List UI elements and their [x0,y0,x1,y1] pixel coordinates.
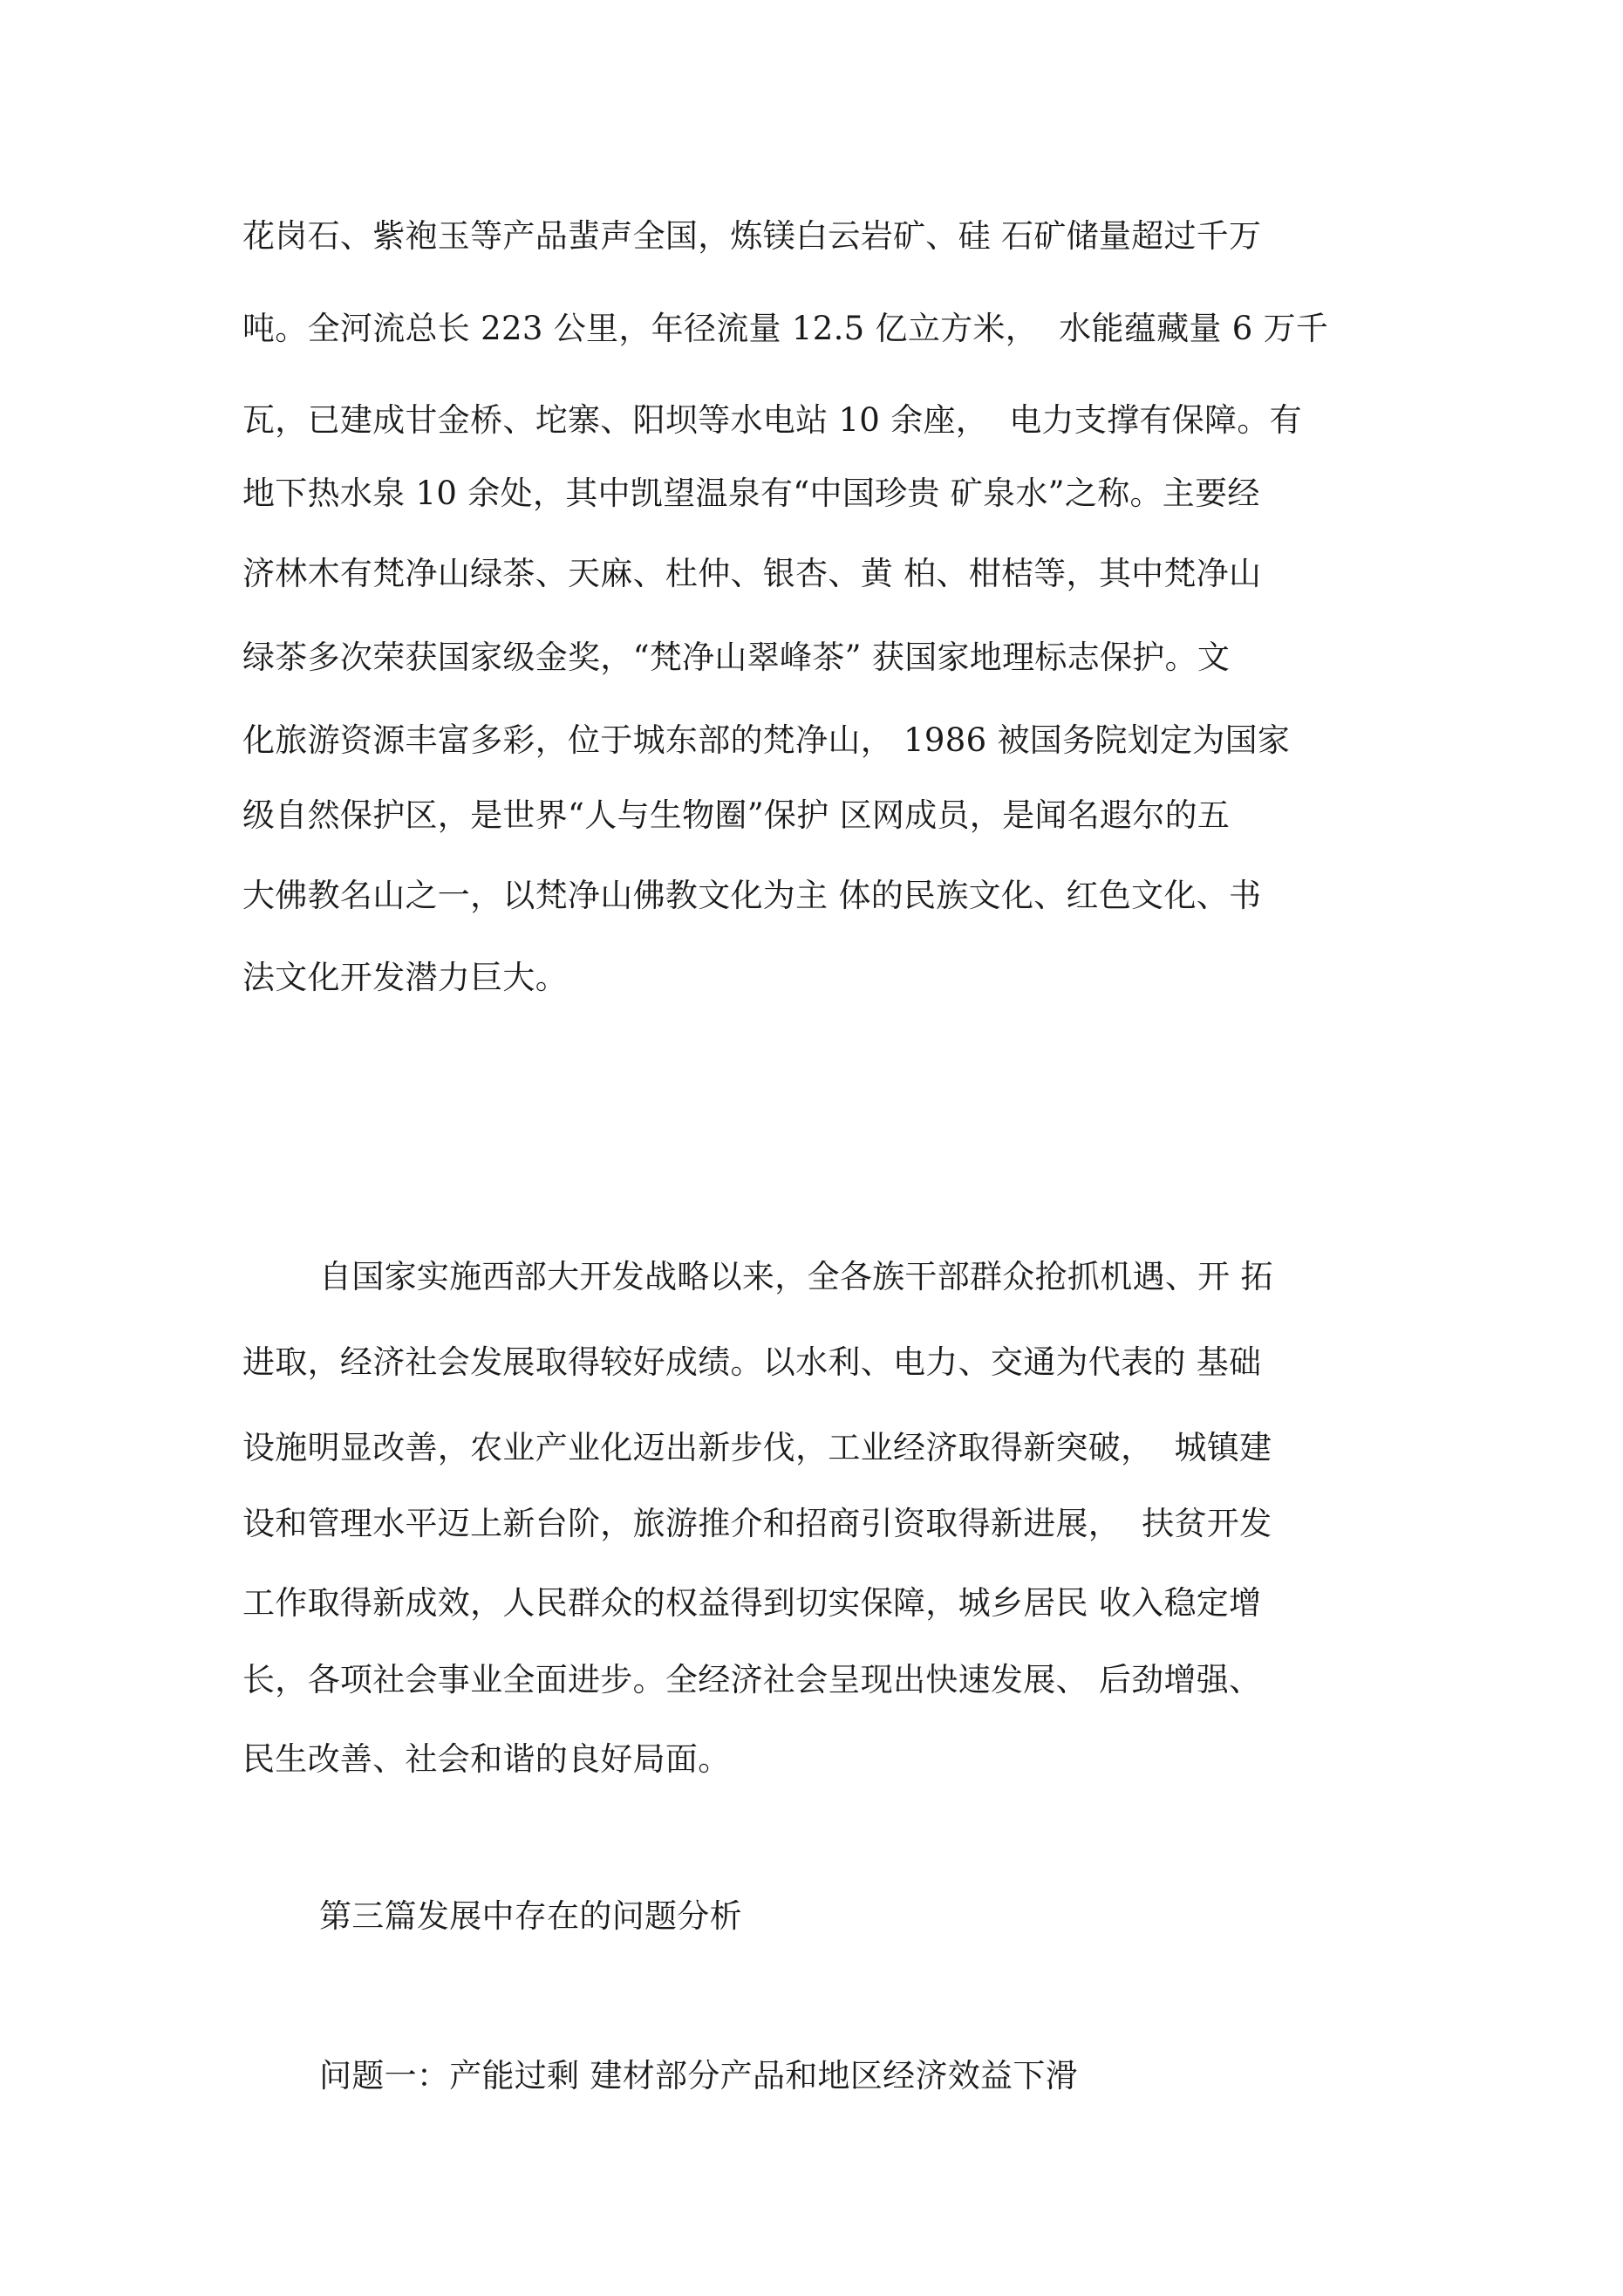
paragraph1-line-3: 瓦，已建成甘金桥、坨寨、阳坝等水电站 10 余座， 电力支撑有保障。有 [242,401,1302,439]
paragraph1-line-5: 济林木有梵净山绿茶、天麻、杜仲、银杏、黄 柏、柑桔等，其中梵净山 [242,555,1262,592]
paragraph2-line-2: 进取，经济社会发展取得较好成绩。以水利、电力、交通为代表的 基础 [242,1343,1262,1381]
paragraph2-line-1: 自国家实施西部大开发战略以来，全各族干部群众抢抓机遇、开 拓 [319,1258,1273,1295]
paragraph1-line-6: 绿茶多次荣获国家级金奖，“梵净山翠峰茶” 获国家地理标志保护。文 [242,639,1231,676]
paragraph2-line-6: 长，各项社会事业全面进步。全经济社会呈现出快速发展、 后劲增强、 [242,1661,1262,1698]
paragraph2-line-5: 工作取得新成效，人民群众的权益得到切实保障，城乡居民 收入稳定增 [242,1584,1262,1622]
paragraph1-line-10: 法文化开发潜力巨大。 [242,959,568,996]
paragraph1-line-7: 化旅游资源丰富多彩，位于城东部的梵净山， 1986 被国务院划定为国家 [242,721,1291,759]
paragraph1-line-1: 花岗石、紫袍玉等产品蜚声全国，炼镁白云岩矿、硅 石矿储量超过千万 [242,217,1262,255]
paragraph1-line-2: 吨。全河流总长 223 公里，年径流量 12.5 亿立方米， 水能蕴藏量 6 万千 [242,310,1329,347]
paragraph2-line-7: 民生改善、社会和谐的良好局面。 [242,1740,731,1778]
paragraph2-line-4: 设和管理水平迈上新台阶，旅游推介和招商引资取得新进展， 扶贫开发 [242,1505,1272,1542]
paragraph1-line-4: 地下热水泉 10 余处，其中凯望温泉有“中国珍贵 矿泉水”之称。主要经 [242,475,1260,512]
section-heading: 第三篇发展中存在的问题分析 [319,1897,742,1935]
paragraph1-line-8: 级自然保护区，是世界“人与生物圈”保护 区网成员，是闻名遐尔的五 [242,796,1231,834]
problem-heading: 问题一：产能过剩 建材部分产品和地区经济效益下滑 [319,2057,1078,2094]
paragraph2-line-3: 设施明显改善，农业产业化迈出新步伐，工业经济取得新突破， 城镇建 [242,1429,1272,1466]
paragraph1-line-9: 大佛教名山之一，以梵净山佛教文化为主 体的民族文化、红色文化、书 [242,877,1262,914]
